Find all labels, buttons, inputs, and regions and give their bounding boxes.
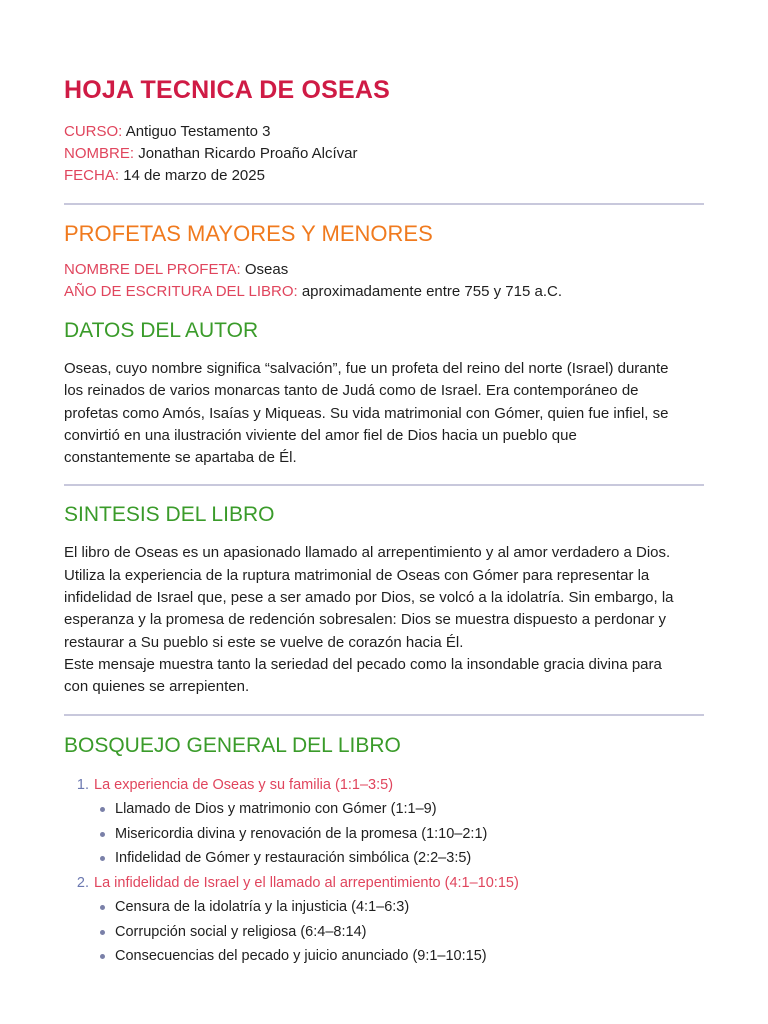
- divider: [64, 484, 704, 486]
- course-field: [64, 121, 704, 143]
- list-item: Consecuencias del pecado y juicio anunciado (9:1–10:15): [64, 944, 704, 969]
- autor-paragraph: [64, 358, 704, 469]
- sintesis-line: Este mensaje muestra tanto la seriedad del pecado como la insondable gracia divina para: [64, 655, 662, 673]
- list-item: Misericordia divina y renovación de la promesa (1:10–2:1): [64, 822, 704, 847]
- name-label: NOMBRE:: [64, 145, 135, 162]
- outline-section: [64, 773, 704, 871]
- sintesis-line: restaurar a Su pueblo si este se vuelve de corazón hacia Él.: [64, 633, 464, 651]
- outline-list: [64, 773, 704, 969]
- bullet-icon: [100, 832, 105, 837]
- section-number: 2.: [76, 874, 89, 891]
- writing-year-field: [64, 281, 704, 303]
- autor-line: Oseas, cuyo nombre significa “salvación”, fue un profeta del reino del norte (Israel) durante: [64, 360, 669, 377]
- sintesis-line: esperanza y la promesa de redención sobresalen: Dios se muestra dispuesto a perdonar y: [64, 611, 667, 629]
- list-item: Censura de la idolatría y la injusticia (4:1–6:3): [64, 895, 704, 920]
- header-fields: [64, 121, 704, 187]
- outline-section: [64, 871, 704, 969]
- section-title: La infidelidad de Israel y el llamado al arrepentimiento (4:1–10:15): [94, 874, 519, 891]
- sintesis-line: Utiliza la experiencia de la ruptura matrimonial de Oseas con Gómer para representar la: [64, 566, 650, 584]
- sintesis-heading: SINTESIS DEL LIBRO: [64, 503, 275, 527]
- autor-heading: DATOS DEL AUTOR: [64, 319, 259, 342]
- sintesis-line: con quienes se arrepienten.: [64, 678, 250, 696]
- prophet-name-value: Oseas: [244, 261, 289, 278]
- sintesis-line: El libro de Oseas es un apasionado llamado al arrepentimiento y al amor verdadero a Dios.: [64, 544, 671, 562]
- date-label: FECHA:: [64, 167, 120, 184]
- autor-line: convirtió en una ilustración viviente del amor fiel de Dios hacia un pueblo que: [64, 426, 577, 444]
- list-item: Infidelidad de Gómer y restauración simbólica (2:2–3:5): [64, 846, 704, 871]
- section-number: 1.: [76, 776, 89, 793]
- section-title: La experiencia de Oseas y su familia (1:1–3:5): [94, 776, 394, 793]
- divider: [64, 203, 704, 205]
- writing-year-label: AÑO DE ESCRITURA DEL LIBRO:: [64, 283, 298, 300]
- profetas-heading: PROFETAS MAYORES Y MENORES: [64, 221, 433, 246]
- sintesis-paragraph: [64, 542, 704, 698]
- date-field: [64, 165, 704, 187]
- bosquejo-heading: BOSQUEJO GENERAL DEL LIBRO: [64, 733, 401, 757]
- prophet-name-label: NOMBRE DEL PROFETA:: [64, 261, 241, 278]
- name-field: [64, 143, 704, 165]
- sintesis-line: infidelidad de Israel que, pese a ser amado por Dios, se volcó a la idolatría. Sin embargo, la: [64, 589, 674, 607]
- course-value: Antiguo Testamento 3: [125, 123, 271, 140]
- section-items: [64, 797, 704, 871]
- autor-line: profetas como Amós, Isaías y Miqueas. Su vida matrimonial con Gómer, quien fue infiel, se: [64, 404, 669, 422]
- bullet-icon: [100, 930, 105, 935]
- course-label: CURSO:: [64, 123, 123, 140]
- list-item: Corrupción social y religiosa (6:4–8:14): [64, 920, 704, 945]
- section-items: [64, 895, 704, 969]
- writing-year-value: aproximadamente entre 755 y 715 a.C.: [301, 283, 562, 300]
- autor-line: los reinados de varios monarcas tanto de Judá como de Israel. Era contemporáneo de: [64, 382, 639, 400]
- date-value: 14 de marzo de 2025: [123, 167, 265, 184]
- profetas-fields: [64, 259, 704, 303]
- list-item: Llamado de Dios y matrimonio con Gómer (1:1–9): [64, 797, 704, 822]
- divider: [64, 714, 704, 716]
- prophet-name-field: [64, 259, 704, 281]
- name-value: Jonathan Ricardo Proaño Alcívar: [138, 145, 358, 162]
- document-title: HOJA TECNICA DE OSEAS: [64, 76, 391, 104]
- autor-line: constantemente se apartaba de Él.: [64, 449, 297, 467]
